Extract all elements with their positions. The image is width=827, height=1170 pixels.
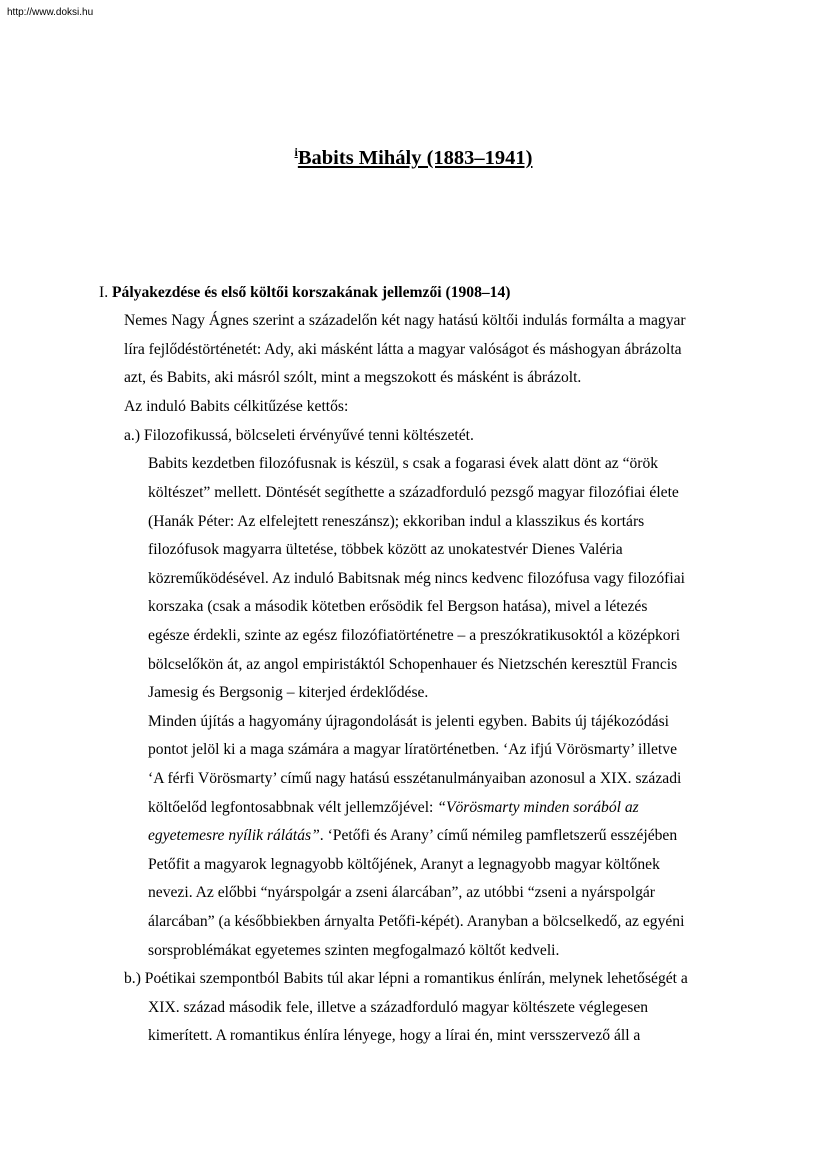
paragraph-line: Az induló Babits célkitűzése kettős: bbox=[124, 398, 349, 415]
page-title bbox=[0, 137, 827, 173]
paragraph-line bbox=[148, 798, 639, 818]
paragraph-line: egésze érdekli, szinte az egész filozófiatörténetre – a preszókratikusoktól a középkori bbox=[148, 627, 681, 644]
paragraph-line: líra fejlődéstörténetét: Ady, aki másként látta a magyar valóságot és máshogyan ábrázolta bbox=[124, 341, 682, 358]
paragraph-line: XIX. század második fele, illetve a századforduló magyar költészete véglegesen bbox=[148, 999, 649, 1016]
line-text: költőelőd legfontosabbnak vélt jellemzőjével: bbox=[148, 799, 438, 816]
paragraph-line bbox=[148, 826, 677, 846]
section-number: I. bbox=[99, 284, 112, 301]
paragraph-line: azt, és Babits, aki másról szólt, mint a megszokott és másként is ábrázolt. bbox=[124, 369, 582, 386]
paragraph-line: sorsproblémákat egyetemes szinten megfogalmazó költőt kedveli. bbox=[148, 942, 560, 959]
paragraph-line: Babits kezdetben filozófusnak is készül, s csak a fogarasi évek alatt dönt az “örök bbox=[148, 455, 659, 472]
paragraph-line: kimerített. A romantikus énlíra lényege, hogy a lírai én, mint versszervező áll a bbox=[148, 1027, 641, 1044]
list-item-a: a.) Filozofikussá, bölcseleti érvényűvé tenni költészetét. bbox=[124, 427, 474, 444]
section-heading bbox=[99, 283, 510, 303]
source-url-link[interactable]: http://www.doksi.hu bbox=[7, 7, 94, 18]
paragraph-line: közreműködésével. Az induló Babitsnak még nincs kedvenc filozófusa vagy filozófiai bbox=[148, 570, 685, 587]
quote-text: “Vörösmarty minden sorából az bbox=[437, 799, 639, 816]
paragraph-line: Jamesig és Bergsonig – kiterjed érdeklődése. bbox=[148, 684, 429, 701]
paragraph-line: pontot jelöl ki a maga számára a magyar líratörténetben. ‘Az ifjú Vörösmarty’ illetve bbox=[148, 741, 677, 758]
paragraph-line: költészet” mellett. Döntését segíthette a századforduló pezsgő magyar filozófiai élete bbox=[148, 484, 679, 501]
paragraph-line: bölcselőkön át, az angol empiristáktól Schopenhauer és Nietzschén keresztül Francis bbox=[148, 656, 678, 673]
paragraph-line: filozófusok magyarra ültetése, többek között az unokatestvér Dienes Valéria bbox=[148, 541, 623, 558]
paragraph-line: (Hanák Péter: Az elfelejtett reneszánsz); ekkoriban indul a klasszikus és kortárs bbox=[148, 513, 645, 530]
paragraph-line: Petőfit a magyarok legnagyobb költőjének, Aranyt a legnagyobb magyar költőnek bbox=[148, 856, 660, 873]
endnote-marker: i bbox=[294, 145, 298, 159]
paragraph-line: Nemes Nagy Ágnes szerint a századelőn két nagy hatású költői indulás formálta a magyar bbox=[124, 312, 686, 329]
section-heading-text: Pályakezdése és első költői korszakának jellemzői (1908–14) bbox=[112, 284, 511, 301]
paragraph-line: nevezi. Az előbbi “nyárspolgár a zseni álarcában”, az utóbbi “zseni a nyárspolgár bbox=[148, 884, 656, 901]
quote-text: egyetemesre nyílik rálátás” bbox=[148, 827, 320, 844]
page-title-text: Babits Mihály (1883–1941) bbox=[297, 147, 533, 169]
paragraph-line: korszaka (csak a második kötetben erősödik fel Bergson hatása), mivel a létezés bbox=[148, 598, 648, 615]
paragraph-line: Minden újítás a hagyomány újragondolását is jelenti egyben. Babits új tájékozódási bbox=[148, 713, 669, 730]
list-item-b: b.) Poétikai szempontból Babits túl akar lépni a romantikus énlírán, melynek lehetőségét a bbox=[124, 970, 688, 987]
line-text: . ‘Petőfi és Arany’ című némileg pamfletszerű esszéjében bbox=[319, 827, 678, 844]
paragraph-line: ‘A férfi Vörösmarty’ című nagy hatású esszétanulmányaiban azonosul a XIX. századi bbox=[148, 770, 682, 787]
paragraph-line: álarcában” (a későbbiekben árnyalta Petőfi-képét). Aranyban a bölcselkedő, az egyéni bbox=[148, 913, 685, 930]
